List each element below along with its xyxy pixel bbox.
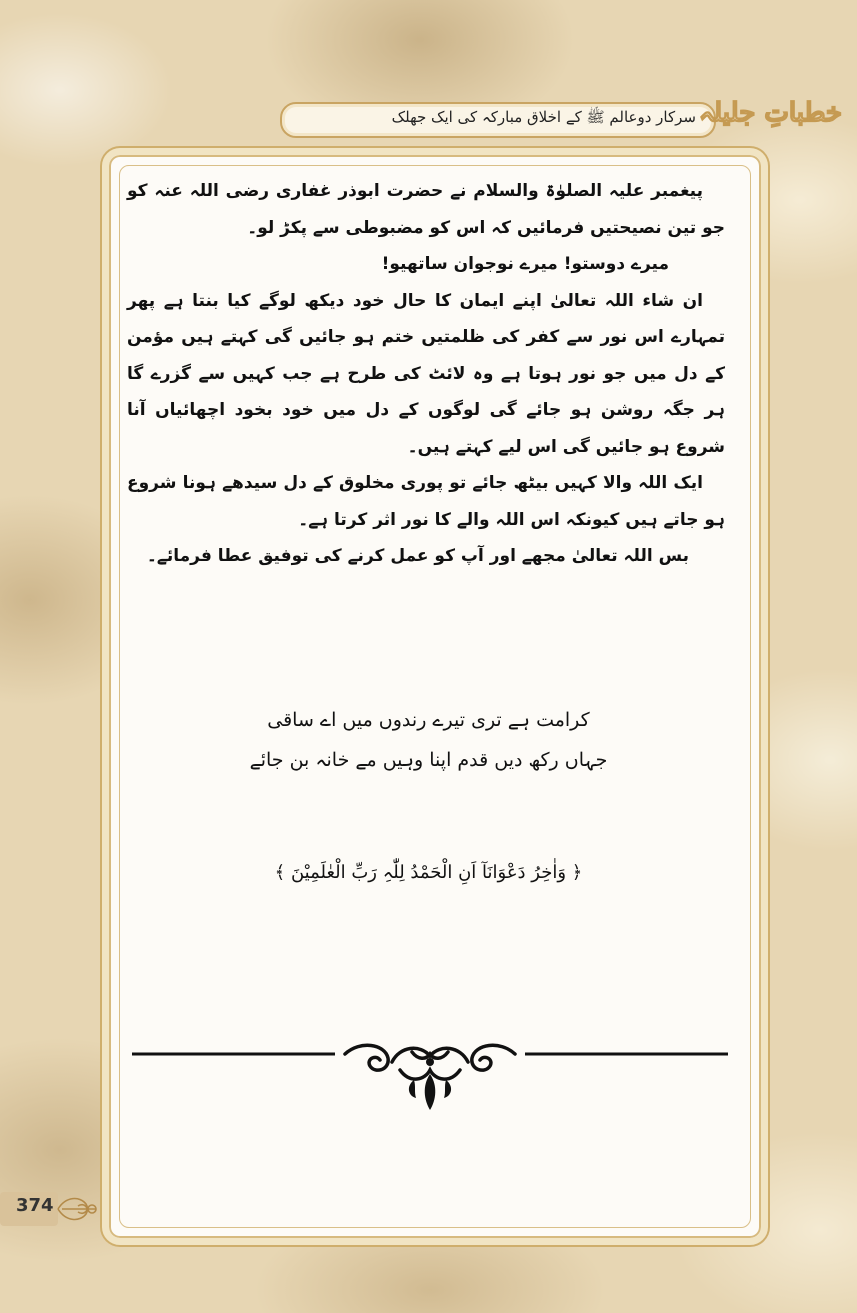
running-header — [282, 98, 842, 142]
poetry-line-2: جہاں رکھ دیں قدم اپنا وہیں مے خانہ بن جائے — [249, 749, 608, 771]
poetry-line-1: کرامت ہے تری تیرے رندوں میں اے ساقی — [267, 709, 590, 731]
page-number: 374 — [16, 1195, 54, 1216]
body-text — [127, 173, 725, 575]
paragraph: ان شاء اللہ تعالیٰ اپنے ایمان کا حال خود دیکھ لوگے کیا بنتا ہے پھر تمہارے اس نور سے کفر کی ظلمتیں ختم ہو جائیں گی کہتے ہیں مؤمن کے دل میں جو نور ہوتا ہے وہ لائٹ کی طرح ہے جب کہیں سے گزرے گا ہر جگہ روشن ہو جائے گی لوگوں کے دل میں خود بخود اچھائیاں آنا شروع ہو جائیں گی اس لیے کہتے ہیں۔ — [127, 290, 725, 457]
paragraph: بس اللہ تعالیٰ مجھے اور آپ کو عمل کرنے کی توفیق عطا فرمائے۔ — [146, 546, 689, 566]
paragraph: پیغمبر علیہ الصلوٰۃ والسلام نے حضرت ابوذر غفاری رضی اللہ عنہ کو جو تین نصیحتیں فرمائیں کہ اس کو مضبوطی سے پکڑ لو۔ — [127, 181, 725, 238]
chapter-banner — [280, 102, 716, 138]
chapter-subtitle: سرکار دوعالم ﷺ کے اخلاق مبارکہ کی ایک جھلک — [391, 108, 696, 126]
book-title: خطباتِ جلیلہ — [698, 98, 842, 128]
poetry-couplet — [0, 700, 857, 780]
paragraph: ایک اللہ والا کہیں بیٹھ جائے تو پوری مخلوق کے دل سیدھے ہونا شروع ہو جاتے ہیں کیونکہ اس اللہ والے کا نور اثر کرتا ہے۔ — [127, 473, 725, 530]
closing-dua: ﴿ وَاٰخِرُ دَعْوَانَآ اَنِ الْحَمْدُ لِلّٰہِ رَبِّ الْعٰلَمِیْنَ ﴾ — [274, 862, 583, 883]
paragraph: میرے دوستو! میرے نوجوان ساتھیو! — [381, 254, 669, 274]
scroll-flourish-icon — [130, 1040, 730, 1115]
